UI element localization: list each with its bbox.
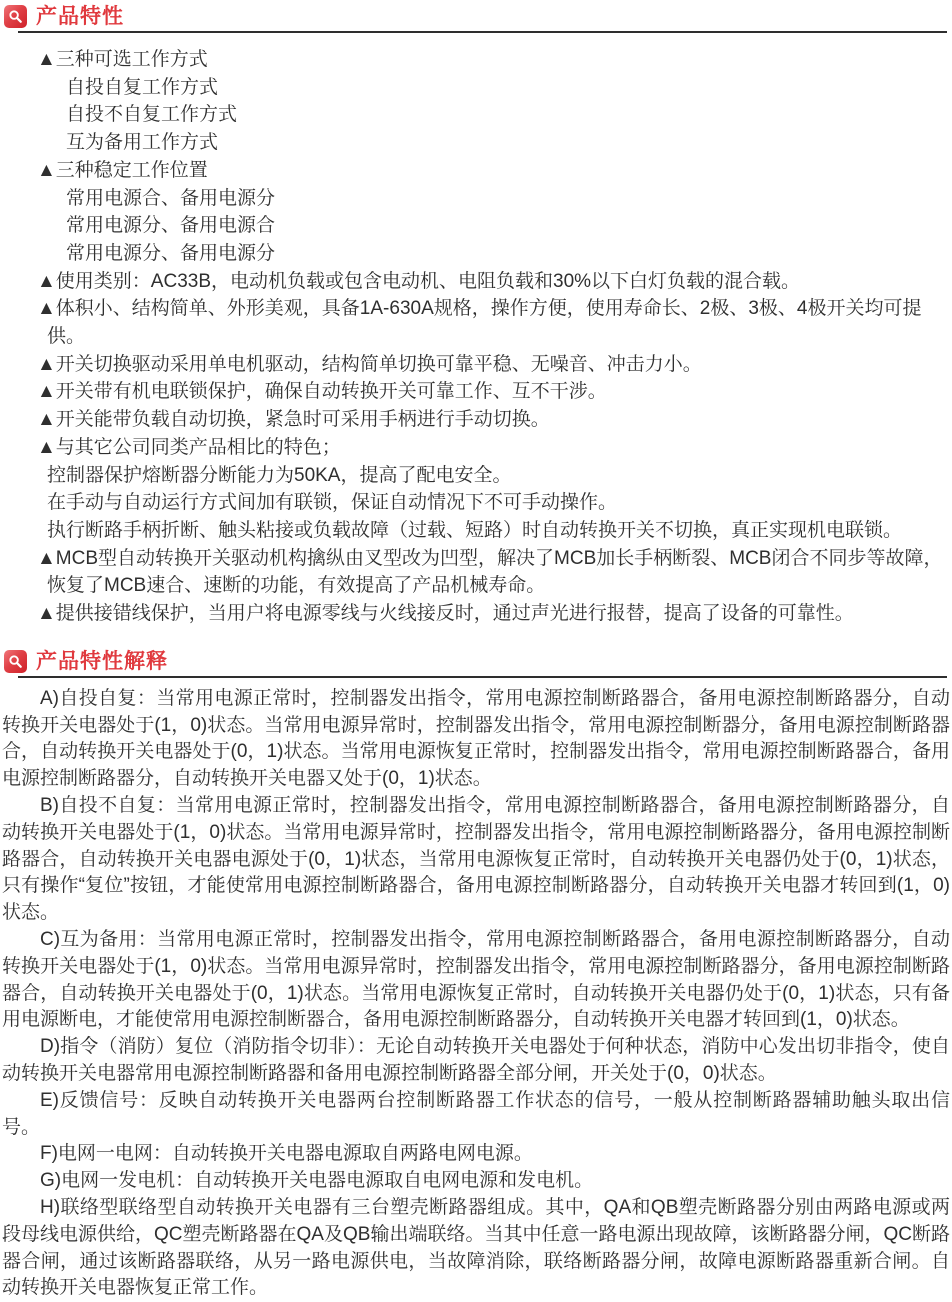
feature-item: ▲开关带有机电联锁保护，确保自动转换开关可靠工作、互不干涉。 <box>37 381 607 403</box>
header-divider <box>18 31 947 33</box>
magnifier-icon <box>4 650 27 673</box>
magnifier-glyph <box>8 9 23 24</box>
feature-item: ▲提供接错线保护，当用户将电源零线与火线接反时，通过声光进行报替，提高了设备的可靠性。 <box>37 603 854 625</box>
section-title: 产品特性解释 <box>36 649 168 673</box>
feature-subitem: 常用电源分、备用电源分 <box>66 242 276 264</box>
explanation-paragraph-h: H)联络型联络型自动转换开关电器有三台塑壳断路器组成。其中，QA和QB塑壳断路器分别由两路电源或两段母线电源供给，QC塑壳断路器在QA及QB输出端联络。当其中任意一路电源出现故障，该断路器分闸，QC断路器合闸，通过该断路器联络，从另一路电源供电，当故障消除，联络断路器分闸，故障电源断路器重新合闸。自动转换开关电器恢复正常工作。 <box>2 1196 950 1299</box>
feature-item: ▲MCB型自动转换开关驱动机构擒纵由叉型改为凹型，解决了MCB加长手柄断裂、MCB闭合不同步等故障，恢复了MCB速合、速断的功能，有效提高了产品机械寿命。 <box>37 547 943 597</box>
feature-item: ▲与其它公司同类产品相比的特色； <box>37 436 341 458</box>
explanation-paragraph-e: E)反馈信号：反映自动转换开关电器两台控制断路器工作状态的信号，一般从控制断路器辅助触头取出信号。 <box>2 1089 950 1138</box>
explanation-paragraph-f: F)电网一电网：自动转换开关电器电源取自两路电网电源。 <box>40 1143 533 1165</box>
feature-subitem: 常用电源分、备用电源合 <box>66 215 276 237</box>
feature-subitem: 常用电源合、备用电源分 <box>66 187 276 209</box>
explanation-paragraphs <box>0 686 952 1302</box>
header-divider <box>18 676 947 678</box>
section-header <box>0 645 952 673</box>
feature-item: ▲体积小、结构简单、外形美观，具备1A-630A规格，操作方便，使用寿命长、2极、3极、4极开关均可提供。 <box>37 298 922 348</box>
feature-continuation: 在手动与自动运行方式间加有联锁，保证自动情况下不可手动操作。 <box>47 492 618 514</box>
explanation-paragraph-g: G)电网一发电机：自动转换开关电器电源取自电网电源和发电机。 <box>40 1170 594 1192</box>
section-header <box>0 0 952 28</box>
feature-item: ▲开关切换驱动采用单电机驱动，结构简单切换可靠平稳、无噪音、冲击力小。 <box>37 353 702 375</box>
feature-item: ▲开关能带负载自动切换，紧急时可采用手柄进行手动切换。 <box>37 409 550 431</box>
feature-subitem: 互为备用工作方式 <box>66 132 219 154</box>
explanation-paragraph-b: B)自投不自复：当常用电源正常时，控制器发出指令，常用电源控制断路器合，备用电源控制断路器分，自动转换开关电器处于(1，0)状态。当常用电源异常时，控制器发出指令，常用电源控制断路器分，备用电源控制断路器合，自动转换开关电器电源处于(0，1)状态，当常用电源恢复正常时，自动转换开关电器仍处于(0，1)状态，只有操作“复位”按钮，才能使常用电源控制断路器合，备用电源控制断路器分，自动转换开关电器才转回到(1，0)状态。 <box>2 794 950 924</box>
feature-continuation: 执行断路手柄折断、触头粘接或负载故障（过载、短路）时自动转换开关不切换，真正实现机电联锁。 <box>47 519 903 541</box>
feature-subitem: 自投自复工作方式 <box>66 76 219 98</box>
explanation-paragraph-c: C)互为备用：当常用电源正常时，控制器发出指令，常用电源控制断路器合，备用电源控制断路器分，自动转换开关电器处于(1，0)状态。当常用电源异常时，控制器发出指令，常用电源控制断路器分，备用电源控制断路器合，自动转换开关电器处于(0，1)状态。当常用电源恢复正常时，自动转换开关电器仍处于(0，1)状态，只有备用电源断电，才能使常用电源控制断器合，备用电源控制断路器分，自动转换开关电器才转回到(1，0)状态。 <box>2 928 950 1031</box>
explanation-paragraph-a: A)自投自复：当常用电源正常时，控制器发出指令，常用电源控制断路器合，备用电源控制断路器分，自动转换开关电器处于(1，0)状态。当常用电源异常时，控制器发出指令，常用电源控制断器分，备用电源控制断路器合，自动转换开关电器处于(0，1)状态。当常用电源恢复正常时，控制器发出指令，常用电源控制断路器合，备用电源控制断路器分，自动转换开关电器又处于(0，1)状态。 <box>2 687 950 790</box>
section-product-features <box>0 0 952 628</box>
feature-list <box>0 46 952 628</box>
feature-subitem: 自投不自复工作方式 <box>66 104 238 126</box>
feature-item: ▲三种稳定工作位置 <box>37 159 208 181</box>
explanation-paragraph-d: D)指令（消防）复位（消防指令切非）：无论自动转换开关电器处于何种状态，消防中心发出切非指令，使自动转换开关电器常用电源控制断路器和备用电源控制断路器全部分闸，开关处于(0，0)状态。 <box>2 1036 950 1084</box>
feature-item: ▲使用类别：AC33B，电动机负载或包含电动机、电阻负载和30%以下白灯负载的混合载。 <box>37 270 801 292</box>
magnifier-glyph <box>8 654 23 669</box>
magnifier-icon <box>4 5 27 28</box>
feature-item: ▲三种可选工作方式 <box>37 49 208 70</box>
section-feature-explanation <box>0 645 952 1302</box>
page-title: 产品特性 <box>36 5 124 28</box>
feature-continuation: 控制器保护熔断器分断能力为50KA，提高了配电安全。 <box>47 464 512 486</box>
